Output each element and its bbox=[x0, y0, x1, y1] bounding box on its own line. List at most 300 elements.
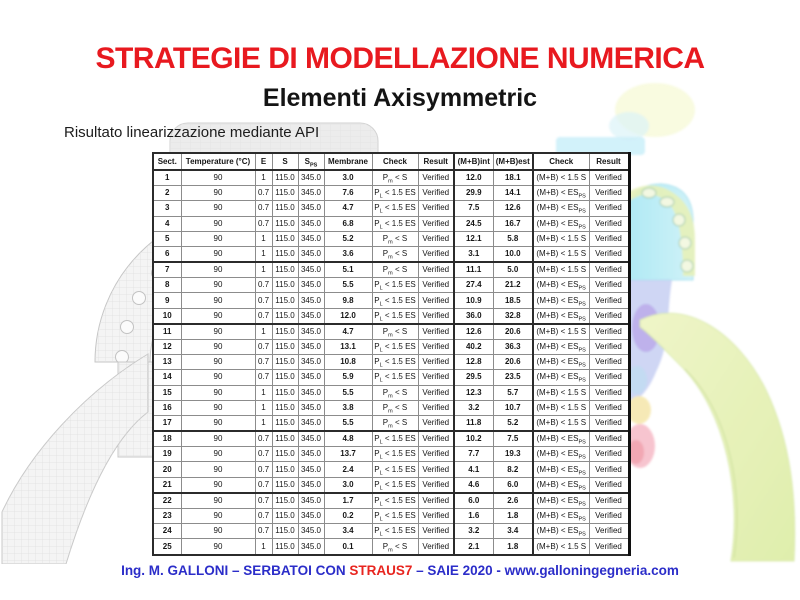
table-cell: 12.8 bbox=[454, 355, 493, 370]
table-cell: Verified bbox=[418, 340, 454, 355]
table-row bbox=[153, 539, 629, 555]
table-cell: 23.5 bbox=[493, 370, 533, 385]
table-row bbox=[153, 231, 629, 246]
table-cell: 1 bbox=[255, 385, 272, 400]
table-cell: 345.0 bbox=[298, 246, 324, 262]
table-cell: 345.0 bbox=[298, 431, 324, 447]
table-row bbox=[153, 340, 629, 355]
table-cell: 2.4 bbox=[324, 462, 372, 477]
table-cell: 115.0 bbox=[272, 370, 298, 385]
table-cell: 32.8 bbox=[493, 308, 533, 324]
table-cell: 2.6 bbox=[493, 493, 533, 509]
table-cell: $P_m < S$ bbox=[372, 324, 418, 340]
table-cell: 1 bbox=[255, 324, 272, 340]
table-row bbox=[153, 293, 629, 308]
table-cell: (M+B) < 1.5 S bbox=[533, 539, 589, 555]
table-cell: Verified bbox=[589, 262, 629, 278]
table-cell: $(M+B) < ES_{PS}$ bbox=[533, 293, 589, 308]
table-cell: 345.0 bbox=[298, 278, 324, 293]
table-cell: 90 bbox=[181, 509, 255, 524]
table-row bbox=[153, 462, 629, 477]
table-cell: 20.6 bbox=[493, 355, 533, 370]
table-cell: 345.0 bbox=[298, 231, 324, 246]
table-cell: 90 bbox=[181, 308, 255, 324]
table-cell: 0.7 bbox=[255, 509, 272, 524]
table-cell: 16 bbox=[153, 400, 181, 415]
table-cell: 115.0 bbox=[272, 170, 298, 186]
table-cell: 12.6 bbox=[454, 324, 493, 340]
table-cell: $(M+B) < ES_{PS}$ bbox=[533, 524, 589, 539]
table-cell: 5.2 bbox=[324, 231, 372, 246]
table-cell: 115.0 bbox=[272, 262, 298, 278]
table-cell: 21.2 bbox=[493, 278, 533, 293]
table-cell: 11.1 bbox=[454, 262, 493, 278]
table-cell: 14 bbox=[153, 370, 181, 385]
table-row bbox=[153, 447, 629, 462]
column-header: Check bbox=[372, 153, 418, 170]
table-cell: 10.2 bbox=[454, 431, 493, 447]
footer bbox=[0, 563, 800, 578]
table-cell: $(M+B) < ES_{PS}$ bbox=[533, 431, 589, 447]
table-cell: $P_L < 1.5$ ES bbox=[372, 216, 418, 231]
table-cell: 115.0 bbox=[272, 415, 298, 431]
table-cell: 7.5 bbox=[454, 201, 493, 216]
table-cell: 19.3 bbox=[493, 447, 533, 462]
table-cell: 115.0 bbox=[272, 231, 298, 246]
table-cell: 4.8 bbox=[324, 431, 372, 447]
table-cell: 5.5 bbox=[324, 385, 372, 400]
table-cell: 12.0 bbox=[454, 170, 493, 186]
table-cell: 4.1 bbox=[454, 462, 493, 477]
table-cell: 115.0 bbox=[272, 355, 298, 370]
table-cell: 345.0 bbox=[298, 493, 324, 509]
table-cell: 10 bbox=[153, 308, 181, 324]
table-cell: 1 bbox=[255, 231, 272, 246]
table-cell: 345.0 bbox=[298, 308, 324, 324]
table-cell: 90 bbox=[181, 370, 255, 385]
table-body bbox=[153, 170, 629, 555]
table-cell: 13 bbox=[153, 355, 181, 370]
table-cell: 90 bbox=[181, 246, 255, 262]
table-cell: Verified bbox=[418, 493, 454, 509]
table-row bbox=[153, 431, 629, 447]
table-cell: 345.0 bbox=[298, 216, 324, 231]
table-cell: 1.8 bbox=[493, 509, 533, 524]
table-cell: Verified bbox=[418, 262, 454, 278]
table-cell: 14.1 bbox=[493, 186, 533, 201]
table-cell: $P_m < S$ bbox=[372, 385, 418, 400]
table-cell: $(M+B) < ES_{PS}$ bbox=[533, 509, 589, 524]
table-cell: 345.0 bbox=[298, 447, 324, 462]
table-cell: 27.4 bbox=[454, 278, 493, 293]
table-cell: Verified bbox=[589, 186, 629, 201]
table-cell: 3.0 bbox=[324, 170, 372, 186]
table-cell: Verified bbox=[418, 231, 454, 246]
column-header: (M+B)est bbox=[493, 153, 533, 170]
table-cell: Verified bbox=[418, 447, 454, 462]
table-cell: 5.9 bbox=[324, 370, 372, 385]
table-header-row bbox=[153, 153, 629, 170]
table-cell: 1 bbox=[255, 246, 272, 262]
table-cell: $P_L < 1.5$ ES bbox=[372, 509, 418, 524]
table-cell: 345.0 bbox=[298, 400, 324, 415]
table-cell: 115.0 bbox=[272, 539, 298, 555]
table-cell: Verified bbox=[418, 370, 454, 385]
table-cell: 2 bbox=[153, 186, 181, 201]
table-cell: 29.5 bbox=[454, 370, 493, 385]
table-cell: (M+B) < 1.5 S bbox=[533, 324, 589, 340]
table-cell: Verified bbox=[589, 201, 629, 216]
table-cell: 90 bbox=[181, 355, 255, 370]
table-row bbox=[153, 509, 629, 524]
table-cell: 0.7 bbox=[255, 340, 272, 355]
table-cell: 345.0 bbox=[298, 462, 324, 477]
table-cell: 36.0 bbox=[454, 308, 493, 324]
table-cell: 0.7 bbox=[255, 186, 272, 201]
table-cell: 3 bbox=[153, 201, 181, 216]
table-cell: 345.0 bbox=[298, 539, 324, 555]
table-cell: 4 bbox=[153, 216, 181, 231]
table-cell: $(M+B) < ES_{PS}$ bbox=[533, 355, 589, 370]
table-cell: 18.1 bbox=[493, 170, 533, 186]
table-cell: 7.6 bbox=[324, 186, 372, 201]
table-cell: 1 bbox=[153, 170, 181, 186]
table-cell: $(M+B) < ES_{PS}$ bbox=[533, 308, 589, 324]
table-cell: 115.0 bbox=[272, 186, 298, 201]
table-row bbox=[153, 308, 629, 324]
table-cell: 115.0 bbox=[272, 340, 298, 355]
table-cell: Verified bbox=[589, 308, 629, 324]
table-cell: 6.0 bbox=[454, 493, 493, 509]
results-table bbox=[152, 152, 631, 556]
table-cell: 0.7 bbox=[255, 493, 272, 509]
table-cell: $(M+B) < ES_{PS}$ bbox=[533, 370, 589, 385]
table-cell: (M+B) < 1.5 S bbox=[533, 385, 589, 400]
table-cell: 345.0 bbox=[298, 170, 324, 186]
table-cell: $(M+B) < ES_{PS}$ bbox=[533, 201, 589, 216]
table-row bbox=[153, 186, 629, 201]
table-cell: 90 bbox=[181, 340, 255, 355]
table-cell: 115.0 bbox=[272, 278, 298, 293]
table-cell: Verified bbox=[418, 385, 454, 400]
table-cell: $P_m < S$ bbox=[372, 539, 418, 555]
table-cell: 90 bbox=[181, 201, 255, 216]
table-cell: Verified bbox=[589, 462, 629, 477]
table-row bbox=[153, 524, 629, 539]
table-cell: 0.7 bbox=[255, 477, 272, 493]
table-cell: 12.6 bbox=[493, 201, 533, 216]
table-cell: 90 bbox=[181, 415, 255, 431]
table-cell: Verified bbox=[589, 370, 629, 385]
table-cell: (M+B) < 1.5 S bbox=[533, 415, 589, 431]
table-cell: 1 bbox=[255, 539, 272, 555]
table-cell: 115.0 bbox=[272, 431, 298, 447]
table-cell: 115.0 bbox=[272, 246, 298, 262]
table-cell: 90 bbox=[181, 186, 255, 201]
table-cell: 7.5 bbox=[493, 431, 533, 447]
table-cell: $P_L < 1.5$ ES bbox=[372, 355, 418, 370]
table-cell: Verified bbox=[418, 216, 454, 231]
table-cell: $P_L < 1.5$ ES bbox=[372, 308, 418, 324]
column-header: E bbox=[255, 153, 272, 170]
table-cell: 90 bbox=[181, 493, 255, 509]
table-cell: $(M+B) < ES_{PS}$ bbox=[533, 493, 589, 509]
table-cell: 345.0 bbox=[298, 524, 324, 539]
table-cell: $P_L < 1.5$ ES bbox=[372, 293, 418, 308]
table-cell: 1 bbox=[255, 400, 272, 415]
table-cell: 115.0 bbox=[272, 462, 298, 477]
table-cell: 3.2 bbox=[454, 524, 493, 539]
table-cell: Verified bbox=[589, 278, 629, 293]
table-cell: 4.7 bbox=[324, 201, 372, 216]
table-row bbox=[153, 385, 629, 400]
table-row bbox=[153, 477, 629, 493]
table-cell: 4.7 bbox=[324, 324, 372, 340]
table-cell: 90 bbox=[181, 539, 255, 555]
table-cell: 1 bbox=[255, 262, 272, 278]
table-cell: $(M+B) < ES_{PS}$ bbox=[533, 340, 589, 355]
table-cell: 0.7 bbox=[255, 431, 272, 447]
table-cell: 90 bbox=[181, 385, 255, 400]
table-cell: (M+B) < 1.5 S bbox=[533, 246, 589, 262]
table-cell: 9 bbox=[153, 293, 181, 308]
table-cell: 21 bbox=[153, 477, 181, 493]
table-cell: 1.6 bbox=[454, 509, 493, 524]
table-cell: 10.0 bbox=[493, 246, 533, 262]
table-cell: $P_L < 1.5$ ES bbox=[372, 477, 418, 493]
table-cell: Verified bbox=[418, 278, 454, 293]
table-cell: $P_m < S$ bbox=[372, 400, 418, 415]
table-row bbox=[153, 170, 629, 186]
table-cell: 345.0 bbox=[298, 355, 324, 370]
table-row bbox=[153, 262, 629, 278]
results-table-container bbox=[152, 152, 628, 556]
table-cell: 3.8 bbox=[324, 400, 372, 415]
table-cell: 115.0 bbox=[272, 447, 298, 462]
table-cell: 1 bbox=[255, 170, 272, 186]
table-cell: 5.8 bbox=[493, 231, 533, 246]
table-cell: 345.0 bbox=[298, 370, 324, 385]
table-cell: 6 bbox=[153, 246, 181, 262]
table-cell: Verified bbox=[418, 400, 454, 415]
column-header: Result bbox=[418, 153, 454, 170]
table-cell: 5.1 bbox=[324, 262, 372, 278]
table-cell: $P_L < 1.5$ ES bbox=[372, 370, 418, 385]
caption: Risultato linearizzazione mediante API bbox=[64, 124, 320, 141]
table-cell: 115.0 bbox=[272, 385, 298, 400]
table-cell: Verified bbox=[418, 324, 454, 340]
table-cell: 115.0 bbox=[272, 509, 298, 524]
table-cell: 6.8 bbox=[324, 216, 372, 231]
table-cell: Verified bbox=[589, 293, 629, 308]
table-cell: $(M+B) < ES_{PS}$ bbox=[533, 216, 589, 231]
table-cell: 115.0 bbox=[272, 400, 298, 415]
table-cell: $P_L < 1.5$ ES bbox=[372, 278, 418, 293]
table-cell: 10.9 bbox=[454, 293, 493, 308]
table-cell: Verified bbox=[589, 324, 629, 340]
table-cell: (M+B) < 1.5 S bbox=[533, 170, 589, 186]
table-cell: 0.7 bbox=[255, 462, 272, 477]
table-cell: 0.7 bbox=[255, 355, 272, 370]
table-cell: Verified bbox=[589, 539, 629, 555]
table-cell: 345.0 bbox=[298, 186, 324, 201]
table-cell: Verified bbox=[418, 509, 454, 524]
table-cell: 1.8 bbox=[493, 539, 533, 555]
table-cell: 24 bbox=[153, 524, 181, 539]
table-cell: 115.0 bbox=[272, 293, 298, 308]
table-cell: 10.8 bbox=[324, 355, 372, 370]
table-cell: 3.4 bbox=[493, 524, 533, 539]
table-cell: $P_m < S$ bbox=[372, 170, 418, 186]
table-cell: Verified bbox=[418, 477, 454, 493]
table-cell: 90 bbox=[181, 400, 255, 415]
table-cell: $P_L < 1.5$ ES bbox=[372, 201, 418, 216]
table-cell: Verified bbox=[418, 524, 454, 539]
table-row bbox=[153, 201, 629, 216]
table-cell: Verified bbox=[589, 400, 629, 415]
table-cell: 20 bbox=[153, 462, 181, 477]
table-row bbox=[153, 246, 629, 262]
table-cell: 3.0 bbox=[324, 477, 372, 493]
table-cell: 0.7 bbox=[255, 370, 272, 385]
table-cell: $P_m < S$ bbox=[372, 262, 418, 278]
table-cell: Verified bbox=[418, 462, 454, 477]
table-cell: 90 bbox=[181, 216, 255, 231]
table-cell: (M+B) < 1.5 S bbox=[533, 231, 589, 246]
table-cell: 12.1 bbox=[454, 231, 493, 246]
table-cell: 345.0 bbox=[298, 293, 324, 308]
table-cell: 7 bbox=[153, 262, 181, 278]
table-cell: 115.0 bbox=[272, 308, 298, 324]
table-cell: 345.0 bbox=[298, 340, 324, 355]
table-cell: 0.7 bbox=[255, 278, 272, 293]
table-cell: 8.2 bbox=[493, 462, 533, 477]
table-cell: 22 bbox=[153, 493, 181, 509]
table-cell: 12 bbox=[153, 340, 181, 355]
table-cell: Verified bbox=[589, 509, 629, 524]
table-cell: 115.0 bbox=[272, 324, 298, 340]
table-cell: Verified bbox=[589, 385, 629, 400]
column-header: Membrane bbox=[324, 153, 372, 170]
table-cell: Verified bbox=[589, 477, 629, 493]
table-cell: 11 bbox=[153, 324, 181, 340]
table-cell: 90 bbox=[181, 447, 255, 462]
table-cell: 345.0 bbox=[298, 415, 324, 431]
table-cell: 19 bbox=[153, 447, 181, 462]
table-cell: 345.0 bbox=[298, 324, 324, 340]
table-cell: 5.2 bbox=[493, 415, 533, 431]
table-cell: 345.0 bbox=[298, 477, 324, 493]
table-cell: Verified bbox=[418, 201, 454, 216]
table-cell: 90 bbox=[181, 262, 255, 278]
table-cell: Verified bbox=[418, 431, 454, 447]
table-cell: 90 bbox=[181, 170, 255, 186]
table-cell: Verified bbox=[589, 231, 629, 246]
table-cell: 90 bbox=[181, 524, 255, 539]
table-row bbox=[153, 493, 629, 509]
table-cell: 23 bbox=[153, 509, 181, 524]
table-cell: 11.8 bbox=[454, 415, 493, 431]
table-cell: $P_L < 1.5$ ES bbox=[372, 186, 418, 201]
table-cell: 20.6 bbox=[493, 324, 533, 340]
table-cell: Verified bbox=[418, 415, 454, 431]
table-cell: Verified bbox=[589, 431, 629, 447]
table-cell: 90 bbox=[181, 293, 255, 308]
table-cell: 345.0 bbox=[298, 385, 324, 400]
column-header: Check bbox=[533, 153, 589, 170]
table-cell: 18 bbox=[153, 431, 181, 447]
table-cell: $(M+B) < ES_{PS}$ bbox=[533, 477, 589, 493]
table-cell: 3.6 bbox=[324, 246, 372, 262]
table-cell: 36.3 bbox=[493, 340, 533, 355]
table-cell: Verified bbox=[589, 447, 629, 462]
table-cell: $P_m < S$ bbox=[372, 415, 418, 431]
table-cell: Verified bbox=[589, 246, 629, 262]
table-cell: 2.1 bbox=[454, 539, 493, 555]
table-row bbox=[153, 355, 629, 370]
table-cell: 3.2 bbox=[454, 400, 493, 415]
table-row bbox=[153, 400, 629, 415]
table-cell: 9.8 bbox=[324, 293, 372, 308]
table-cell: 5.7 bbox=[493, 385, 533, 400]
table-cell: 10.7 bbox=[493, 400, 533, 415]
table-cell: Verified bbox=[418, 308, 454, 324]
table-cell: 29.9 bbox=[454, 186, 493, 201]
column-header: $S_{PS}$ bbox=[298, 153, 324, 170]
table-cell: $(M+B) < ES_{PS}$ bbox=[533, 462, 589, 477]
table-cell: 25 bbox=[153, 539, 181, 555]
table-cell: 115.0 bbox=[272, 201, 298, 216]
table-cell: Verified bbox=[418, 246, 454, 262]
table-cell: $(M+B) < ES_{PS}$ bbox=[533, 447, 589, 462]
table-cell: 12.3 bbox=[454, 385, 493, 400]
table-cell: 18.5 bbox=[493, 293, 533, 308]
table-row bbox=[153, 278, 629, 293]
table-cell: 90 bbox=[181, 431, 255, 447]
table-cell: 3.1 bbox=[454, 246, 493, 262]
table-cell: Verified bbox=[589, 493, 629, 509]
table-cell: $P_L < 1.5$ ES bbox=[372, 493, 418, 509]
table-cell: $P_L < 1.5$ ES bbox=[372, 431, 418, 447]
table-cell: 115.0 bbox=[272, 216, 298, 231]
table-cell: 24.5 bbox=[454, 216, 493, 231]
table-cell: $P_m < S$ bbox=[372, 231, 418, 246]
column-header: S bbox=[272, 153, 298, 170]
table-cell: Verified bbox=[589, 355, 629, 370]
table-row bbox=[153, 324, 629, 340]
table-cell: 13.7 bbox=[324, 447, 372, 462]
table-cell: Verified bbox=[589, 524, 629, 539]
table-cell: 6.0 bbox=[493, 477, 533, 493]
table-cell: 115.0 bbox=[272, 493, 298, 509]
table-cell: 7.7 bbox=[454, 447, 493, 462]
table-cell: 90 bbox=[181, 324, 255, 340]
table-cell: 5 bbox=[153, 231, 181, 246]
table-cell: 3.4 bbox=[324, 524, 372, 539]
footer-author-text: Ing. M. GALLONI – SERBATOI CON bbox=[121, 563, 350, 578]
table-cell: (M+B) < 1.5 S bbox=[533, 262, 589, 278]
table-cell: 345.0 bbox=[298, 262, 324, 278]
table-cell: $P_m < S$ bbox=[372, 246, 418, 262]
footer-straus7-text: STRAUS7 bbox=[349, 563, 413, 578]
column-header: (M+B)int bbox=[454, 153, 493, 170]
table-cell: 0.7 bbox=[255, 308, 272, 324]
table-cell: Verified bbox=[589, 170, 629, 186]
table-cell: 90 bbox=[181, 231, 255, 246]
table-row bbox=[153, 370, 629, 385]
table-cell: 90 bbox=[181, 278, 255, 293]
page-title: STRATEGIE DI MODELLAZIONE NUMERICA bbox=[95, 42, 705, 75]
